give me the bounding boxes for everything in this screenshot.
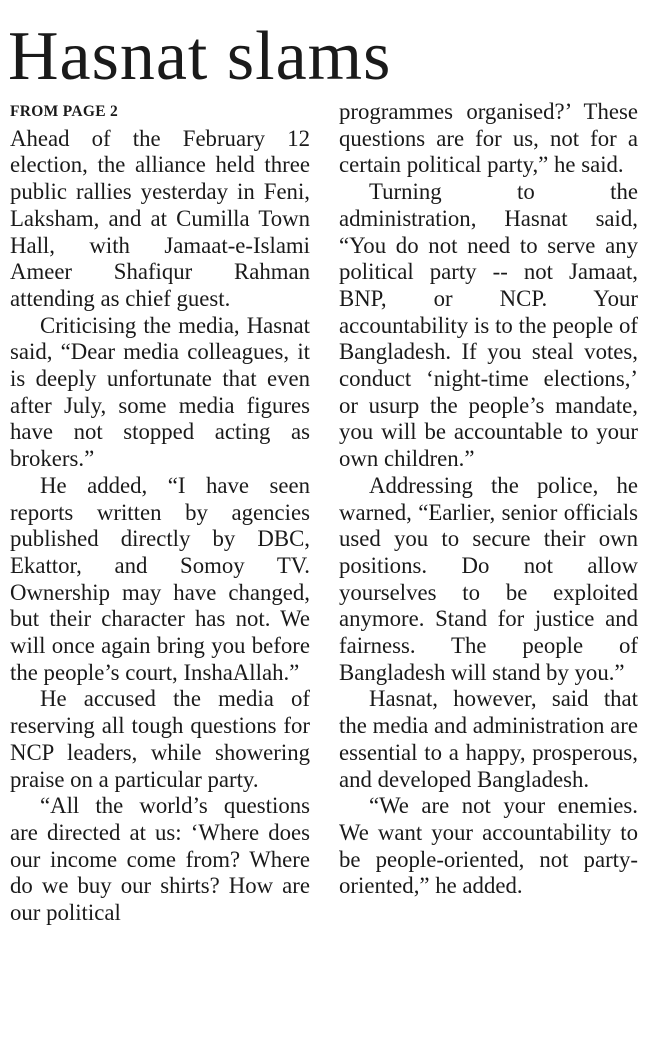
headline: Hasnat slams bbox=[8, 18, 392, 95]
paragraph: “We are not your enemies. We want your accountability to be people-oriented, not party-oriented,” he added. bbox=[339, 793, 638, 899]
paragraph: Hasnat, however, said that the media and administration are essential to a happy, prosperous, and developed Bangladesh. bbox=[339, 686, 638, 792]
paragraph: Criticising the media, Hasnat said, “Dear media colleagues, it is deeply unfortunate that even after July, some media figures have not stopped acting as brokers.” bbox=[10, 312, 310, 472]
article-column-left bbox=[10, 99, 310, 927]
jumpline: FROM PAGE 2 bbox=[10, 103, 119, 120]
paragraph: He accused the media of reserving all tough questions for NCP leaders, while showering praise on a particular party. bbox=[10, 686, 310, 792]
paragraph: Addressing the police, he warned, “Earlier, senior officials used you to secure their own positions. Do not allow yourselves to be exploited anymore. Stand for justice and fairness. The people of Bangladesh will stand by you.” bbox=[339, 472, 638, 685]
paragraph: He added, “I have seen reports written by agencies published directly by DBC, Ekattor, and Somoy TV. Ownership may have changed, but their character has not. We will once again bring you before the people’s court, InshaAllah.” bbox=[10, 472, 310, 685]
paragraph: “All the world’s questions are directed at us: ‘Where does our income come from? Where do we buy our shirts? How are our political bbox=[10, 793, 310, 926]
article-column-right bbox=[339, 99, 638, 900]
paragraph: Ahead of the February 12 election, the alliance held three public rallies yesterday in Feni, Laksham, and at Cumilla Town Hall, with Jamaat-e-Islami Ameer Shafiqur Rahman attending as chief guest. bbox=[10, 125, 310, 311]
paragraph: Turning to the administration, Hasnat said, “You do not need to serve any political party -- not Jamaat, BNP, or NCP. Your accountability is to the people of Bangladesh. If you steal votes, conduct ‘night-time elections,’ or usurp the people’s mandate, you will be accountable to your own children.” bbox=[339, 179, 638, 472]
paragraph-continued: programmes organised?’ These questions are for us, not for a certain political party,” he said. bbox=[339, 99, 638, 178]
